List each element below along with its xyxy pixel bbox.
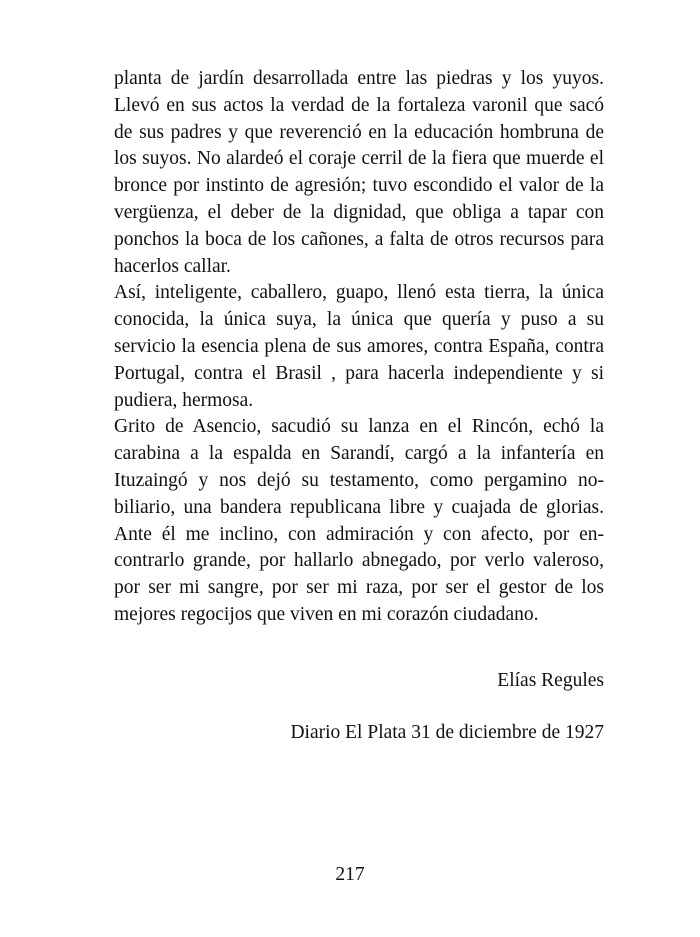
paragraph-1: planta de jardín desarrollada entre las piedras y los yuyos. Llevó en sus actos la verdad de la fortaleza varonil que sacó de sus padres y que reverenció en la educación hombruna de los suyos. No alardeó el coraje cerril de la fiera que muerde el bronce por instinto de agresión; tuvo escondido el valor de la vergüenza, el deber de la dignidad, que obliga a tapar con ponchos la boca de los cañones, a falta de otros recursos para hacerlos callar. — [114, 68, 604, 277]
paragraph-3: Grito de Asencio, sacudió su lanza en el Rincón, echó la carabina a la espalda en Sarandí, cargó a la infantería en Ituzaingó y nos dejó su testamento, como pergamino nobiliario, una bandera republicana libre y cuajada de glorias. Ante él me inclino, con admiración y con afecto, por encontrarlo grande, por hallarlo abnegado, por verlo valeroso, por ser mi sangre, por ser mi raza, por ser el gestor de los mejores regocijos que viven en mi corazón ciudadano. — [114, 416, 604, 625]
page-number: 217 — [335, 864, 365, 885]
author-signature: Elías Regules — [497, 670, 604, 691]
paragraph-2: Así, inteligente, caballero, guapo, llenó esta tierra, la única conocida, la única suya, la única que quería y puso a su servicio la esencia plena de sus amores, contra España, contra Portugal, contra el Brasil , para hacerla independiente y si pudiera, hermosa. — [114, 282, 604, 411]
source-citation: Diario El Plata 31 de diciembre de 1927 — [290, 722, 604, 743]
body-text — [114, 66, 604, 629]
